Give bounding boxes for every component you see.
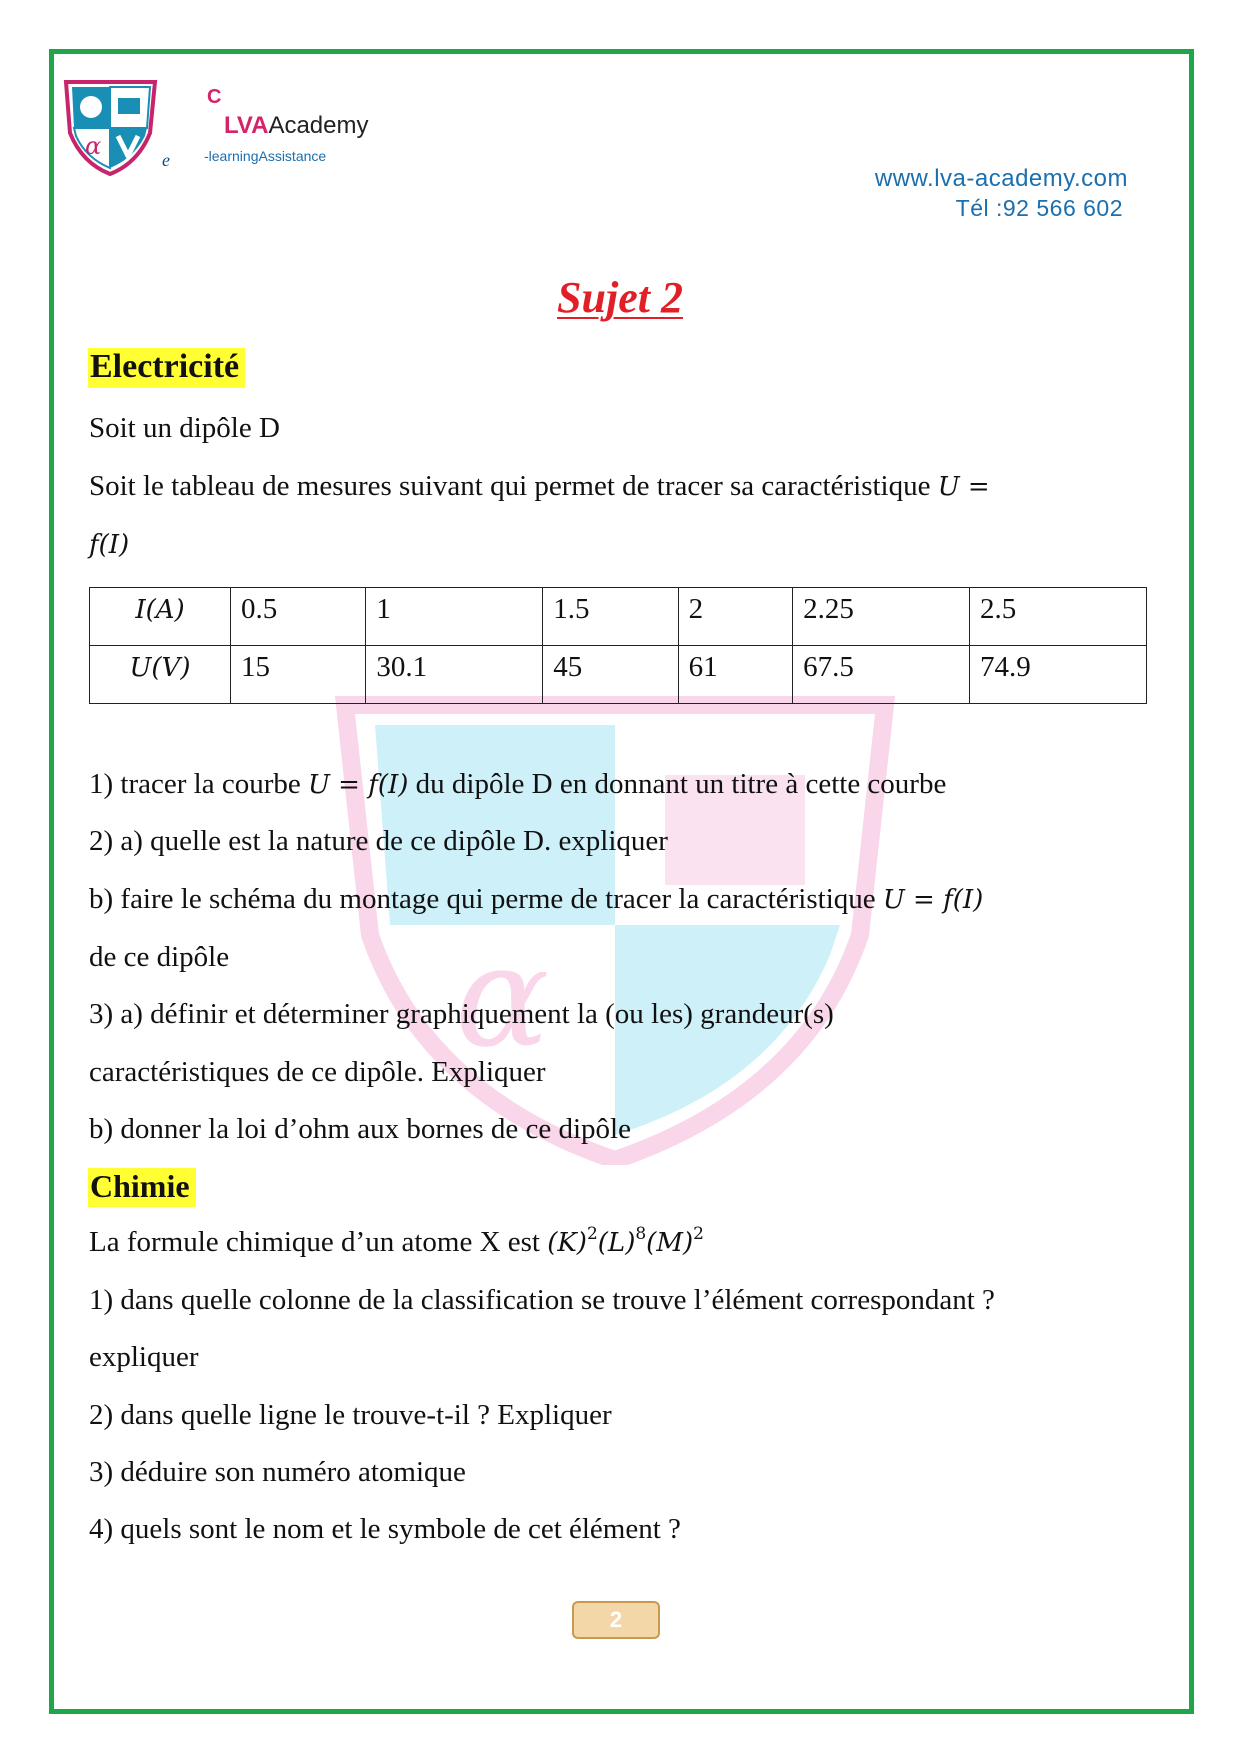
table-cell: 30.1 (366, 646, 543, 704)
intro-line-2 (89, 470, 990, 503)
chimie-question-3: 3) déduire son numéro atomique (89, 1456, 466, 1488)
measurements-table (89, 587, 1147, 704)
website-url: www.lva-academy.com (874, 165, 1128, 192)
question-3a-continued: caractéristiques de ce dipôle. Expliquer (89, 1056, 546, 1088)
chimie-question-1-continued: expliquer (89, 1341, 199, 1373)
table-cell: 61 (678, 646, 793, 704)
intro-line-2-math: U = (937, 472, 990, 502)
chimie-question-2: 2) dans quelle ligne le trouve-t-il ? Expliquer (89, 1399, 612, 1431)
table-cell: 2.25 (793, 588, 970, 646)
page-title: Sujet 2 (557, 273, 683, 322)
brand-tagline: -learningAssistance (204, 148, 327, 164)
svg-text:α: α (85, 132, 102, 160)
intro-line-1: Soit un dipôle D (89, 412, 280, 444)
intro-line-3-math: f(I) (89, 530, 130, 560)
phone-number: Tél :92 566 602 (955, 195, 1123, 221)
lva-academy-logo-icon (58, 78, 163, 176)
chemical-formula-line: La formule chimique d’un atome X est $(K)^2(L)^8(M)^2$ (89, 1224, 704, 1258)
table-cell: 74.9 (970, 646, 1147, 704)
brand-name (224, 112, 368, 140)
table-header-cell: I(A) (90, 588, 231, 646)
question-3b: b) donner la loi d’ohm aux bornes de ce dipôle (89, 1113, 631, 1145)
question-3a: 3) a) définir et déterminer graphiquement la (ou les) grandeur(s) (89, 998, 834, 1030)
chimie-question-4: 4) quels sont le nom et le symbole de cet élément ? (89, 1513, 681, 1545)
question-2b: b) faire le schéma du montage qui perme de tracer la caractéristique U = f(I) (89, 883, 984, 915)
svg-text:α: α (455, 916, 550, 1079)
question-2a: 2) a) quelle est la nature de ce dipôle D. expliquer (89, 825, 668, 857)
table-cell: 45 (543, 646, 678, 704)
intro-line-2-text: Soit le tableau de mesures suivant qui permet de tracer sa caractéristique (89, 470, 931, 502)
table-cell: 1.5 (543, 588, 678, 646)
table-cell: 0.5 (231, 588, 366, 646)
chimie-question-1: 1) dans quelle colonne de la classification se trouve l’élément correspondant ? (89, 1284, 995, 1316)
section-heading-chimie: Chimie (88, 1168, 196, 1207)
table-row (90, 588, 1147, 646)
table-cell: 15 (231, 646, 366, 704)
brand-letter-e: e (162, 150, 170, 170)
page-number: 2 (572, 1601, 660, 1639)
table-header-cell: U(V) (90, 646, 231, 704)
question-1: 1) tracer la courbe U = f(I) du dipôle D en donnant un titre à cette courbe (89, 768, 947, 800)
section-heading-electricite: Electricité (88, 348, 245, 388)
watermark-logo-icon (335, 695, 895, 1165)
brand-academy: Academy (268, 112, 369, 139)
brand-letter-c: C (207, 86, 222, 108)
table-cell: 2 (678, 588, 793, 646)
table-cell: 2.5 (970, 588, 1147, 646)
table-cell: 67.5 (793, 646, 970, 704)
table-cell: 1 (366, 588, 543, 646)
brand-lva: LVA (224, 112, 269, 139)
question-2b-continued: de ce dipôle (89, 941, 230, 973)
intro-line-3 (89, 528, 129, 561)
table-row (90, 646, 1147, 704)
